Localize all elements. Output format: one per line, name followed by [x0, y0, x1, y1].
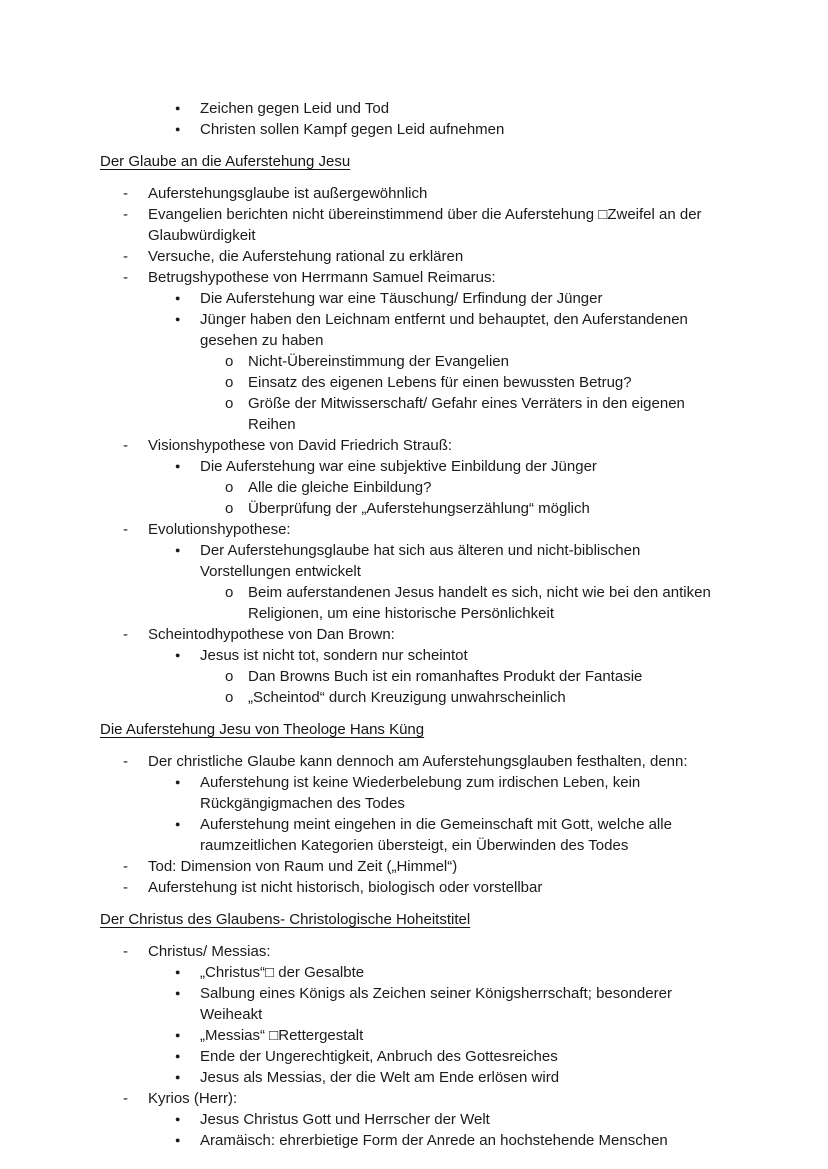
bullet-marker: ● — [175, 988, 181, 998]
list-item-level-2 — [100, 1067, 732, 1088]
bullet-marker: ● — [175, 1030, 181, 1040]
list-item-text: Die Auferstehung war eine Täuschung/ Erfindung der Jünger — [200, 290, 603, 307]
dash-marker: - — [123, 185, 128, 202]
list-item-level-1 — [100, 246, 732, 267]
list-item-text: Größe der Mitwisserschaft/ Gefahr eines Verräters in den eigenen Reihen — [248, 395, 685, 433]
dash-marker: - — [123, 437, 128, 454]
list-item-level-1 — [100, 1088, 732, 1109]
list-item-text: Der christliche Glaube kann dennoch am Auferstehungsglauben festhalten, denn: — [148, 753, 688, 770]
dash-marker: - — [123, 879, 128, 896]
bullet-marker: ● — [175, 650, 181, 660]
list-item-level-3 — [100, 666, 732, 687]
list-item-text: Beim auferstandenen Jesus handelt es sich, nicht wie bei den antiken Religionen, um eine historische Persönlichkeit — [248, 584, 711, 622]
circle-marker: o — [225, 584, 234, 601]
list-item-text: Auferstehungsglaube ist außergewöhnlich — [148, 185, 428, 202]
list-item-level-2 — [100, 1130, 732, 1151]
list-item-text: Auferstehung ist nicht historisch, biologisch oder vorstellbar — [148, 879, 543, 896]
list-item-level-2 — [100, 456, 732, 477]
list-item-level-2 — [100, 1025, 732, 1046]
section-heading: Der Christus des Glaubens- Christologische Hoheitstitel — [100, 911, 471, 928]
circle-marker: o — [225, 395, 234, 412]
list-item-level-1 — [100, 435, 732, 456]
list-item-text: Zeichen gegen Leid und Tod — [200, 100, 390, 117]
bullet-marker: ● — [175, 1114, 181, 1124]
list-item-text: Nicht-Übereinstimmung der Evangelien — [248, 353, 509, 370]
list-item-level-2 — [100, 540, 732, 582]
list-item-text: Jesus Christus Gott und Herrscher der Welt — [200, 1111, 490, 1128]
list-item-text: Aramäisch: ehrerbietige Form der Anrede an hochstehende Menschen — [200, 1132, 668, 1149]
bullet-marker: ● — [175, 461, 181, 471]
list-item-text: Evangelien berichten nicht übereinstimmend über die Auferstehung □Zweifel an der Glaubwürdigkeit — [148, 206, 702, 244]
dash-marker: - — [123, 1090, 128, 1107]
list-item-level-2 — [100, 772, 732, 814]
list-item-level-1 — [100, 183, 732, 204]
list-item-text: „Scheintod“ durch Kreuzigung unwahrscheinlich — [248, 689, 566, 706]
list-item-level-2 — [100, 119, 732, 140]
list-item-text: „Christus“□ der Gesalbte — [200, 964, 365, 981]
dash-marker: - — [123, 858, 128, 875]
list-item-level-2 — [100, 814, 732, 856]
list-item-level-2 — [100, 309, 732, 351]
list-item-text: Versuche, die Auferstehung rational zu erklären — [148, 248, 464, 265]
list-item-level-1 — [100, 751, 732, 772]
list-item-text: Auferstehung ist keine Wiederbelebung zum irdischen Leben, kein Rückgängigmachen des Todes — [200, 774, 641, 812]
dash-marker: - — [123, 626, 128, 643]
list-item-text: Visionshypothese von David Friedrich Strauß: — [148, 437, 453, 454]
list-item-text: Der Auferstehungsglaube hat sich aus älteren und nicht-biblischen Vorstellungen entwickelt — [200, 542, 641, 580]
circle-marker: o — [225, 500, 234, 517]
list-item-text: Betrugshypothese von Herrmann Samuel Reimarus: — [148, 269, 496, 286]
list-item-text: Salbung eines Königs als Zeichen seiner Königsherrschaft; besonderer Weiheakt — [200, 985, 672, 1023]
list-item-level-1 — [100, 204, 732, 246]
bullet-marker: ● — [175, 1051, 181, 1061]
list-item-text: Die Auferstehung war eine subjektive Einbildung der Jünger — [200, 458, 597, 475]
list-item-text: „Messias“ □Rettergestalt — [200, 1027, 364, 1044]
list-item-text: Alle die gleiche Einbildung? — [248, 479, 432, 496]
bullet-marker: ● — [175, 293, 181, 303]
bullet-marker: ● — [175, 1135, 181, 1145]
bullet-marker: ● — [175, 545, 181, 555]
list-item-text: Christus/ Messias: — [148, 943, 271, 960]
list-item-level-2 — [100, 1109, 732, 1130]
list-item-level-2 — [100, 1046, 732, 1067]
dash-marker: - — [123, 248, 128, 265]
list-item-level-2 — [100, 288, 732, 309]
list-item-level-1 — [100, 519, 732, 540]
list-item-text: Kyrios (Herr): — [148, 1090, 238, 1107]
list-item-text: Tod: Dimension von Raum und Zeit („Himmel“) — [148, 858, 458, 875]
dash-marker: - — [123, 269, 128, 286]
circle-marker: o — [225, 479, 234, 496]
bullet-marker: ● — [175, 819, 181, 829]
list-item-level-1 — [100, 877, 732, 898]
list-item-level-3 — [100, 687, 732, 708]
list-item-level-3 — [100, 393, 732, 435]
list-item-level-1 — [100, 267, 732, 288]
list-item-level-3 — [100, 477, 732, 498]
dash-marker: - — [123, 521, 128, 538]
list-item-level-3 — [100, 372, 732, 393]
list-item-text: Einsatz des eigenen Lebens für einen bewussten Betrug? — [248, 374, 632, 391]
list-item-text: Dan Browns Buch ist ein romanhaftes Produkt der Fantasie — [248, 668, 643, 685]
list-item-text: Jesus ist nicht tot, sondern nur scheintot — [200, 647, 468, 664]
bullet-marker: ● — [175, 967, 181, 977]
bullet-marker: ● — [175, 1072, 181, 1082]
circle-marker: o — [225, 374, 234, 391]
list-item-level-2 — [100, 98, 732, 119]
list-item-text: Jesus als Messias, der die Welt am Ende erlösen wird — [200, 1069, 560, 1086]
list-item-level-2 — [100, 645, 732, 666]
list-item-text: Überprüfung der „Auferstehungserzählung“ möglich — [248, 500, 590, 517]
list-item-text: Evolutionshypothese: — [148, 521, 291, 538]
dash-marker: - — [123, 206, 128, 223]
list-item-text: Ende der Ungerechtigkeit, Anbruch des Gottesreiches — [200, 1048, 558, 1065]
dash-marker: - — [123, 753, 128, 770]
bullet-marker: ● — [175, 777, 181, 787]
list-item-text: Scheintodhypothese von Dan Brown: — [148, 626, 395, 643]
dash-marker: - — [123, 943, 128, 960]
document-content — [100, 98, 732, 1151]
bullet-marker: ● — [175, 314, 181, 324]
list-item-text: Christen sollen Kampf gegen Leid aufnehmen — [200, 121, 505, 138]
list-item-text: Jünger haben den Leichnam entfernt und behauptet, den Auferstandenen gesehen zu haben — [200, 311, 688, 349]
list-item-text: Auferstehung meint eingehen in die Gemeinschaft mit Gott, welche alle raumzeitlichen Kategorien übersteigt, ein Überwinden des Todes — [200, 816, 672, 854]
bullet-marker: ● — [175, 103, 181, 113]
list-item-level-3 — [100, 498, 732, 519]
list-item-level-2 — [100, 983, 732, 1025]
section-heading: Die Auferstehung Jesu von Theologe Hans Küng — [100, 721, 425, 738]
list-item-level-1 — [100, 624, 732, 645]
list-item-level-1 — [100, 941, 732, 962]
circle-marker: o — [225, 668, 234, 685]
circle-marker: o — [225, 353, 234, 370]
list-item-level-3 — [100, 582, 732, 624]
list-item-level-2 — [100, 962, 732, 983]
circle-marker: o — [225, 689, 234, 706]
list-item-level-3 — [100, 351, 732, 372]
list-item-level-1 — [100, 856, 732, 877]
section-heading: Der Glaube an die Auferstehung Jesu — [100, 153, 351, 170]
bullet-marker: ● — [175, 124, 181, 134]
